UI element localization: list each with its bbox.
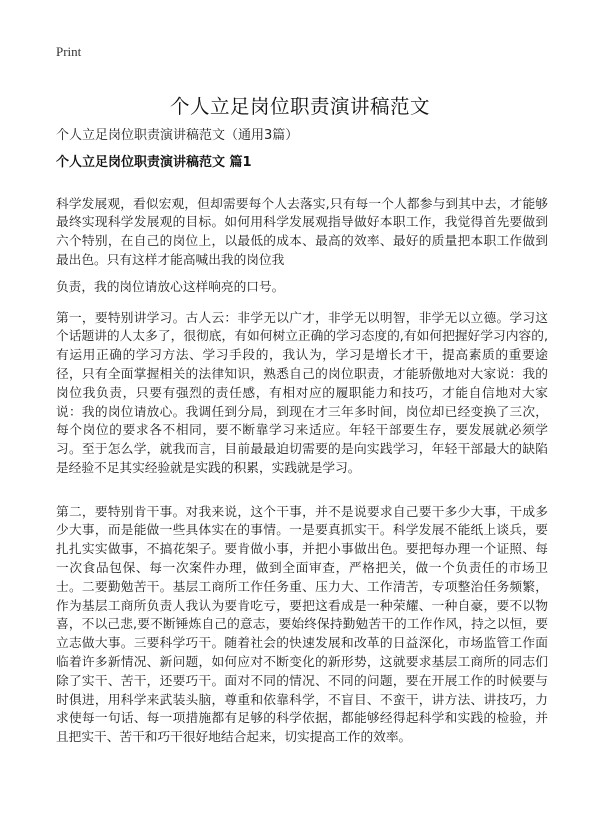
paragraph-3: 第一，要特别讲学习。古人云：非学无以广才，非学无以明智，非学无以立德。学习这个话题讲的人太多了，很彻底，有如何树立正确的学习态度的,有如何把握好学习内容的,有运用正确的学习方法、学习手段的，我认为，学习是增长才干，提高素质的重要途径，只有全面掌握相关的法律知识，熟悉自己的岗位职责，才能骄傲地对大家说：我的岗位我负责，只要有强烈的责任感，有相对应的履职能力和技巧，才能自信地对大家说：我的岗位请放心。我调任到分局，到现在才三年多时间，岗位却已经变换了三次，每个岗位的要求各不相同，要不断靠学习来适应。年轻干部要生存，要发展就必须学习。至于怎么学，就我而言，目前最最迫切需要的是向实践学习，年轻干部最大的缺陷是经验不足其实经验就是实践的积累，实践就是学习。	[56, 309, 548, 476]
paragraph-2: 负责，我的岗位请放心这样响亮的口号。	[56, 278, 285, 294]
document-subtitle: 个人立足岗位职责演讲稿范文（通用3篇）	[56, 128, 299, 143]
print-label[interactable]: Print	[56, 44, 82, 59]
section-heading: 个人立足岗位职责演讲稿范文 篇1	[56, 155, 252, 170]
page-title: 个人立足岗位职责演讲稿范文	[169, 95, 430, 119]
paragraph-1: 科学发展观，看似宏观，但却需要每个人去落实,只有每一个人都参与到其中去，才能够最终实现科学发展观的目标。如何用科学发展观指导做好本职工作，我觉得首先要做到六个特别，在自己的岗位上，以最低的成本、最高的效率、最好的质量把本职工作做到最出色。只有这样才能高喊出我的岗位我	[56, 195, 548, 268]
paragraph-4: 第二，要特别肯干事。对我来说，这个干事，并不是说要求自己要干多少大事，干成多少大事，而是能做一些具体实在的事情。一是要真抓实干。科学发展不能纸上谈兵，要扎扎实实做事，不搞花架子。要肯做小事，并把小事做出色。要把每办理一个证照、每一次食品包保、每一次案件办理，做到全面审查，严格把关，做一个负责任的市场卫士。二要勤勉苦干。基层工商所工作任务重、压力大、工作清苦，专项整治任务频繁，作为基层工商所负责人我认为要肯吃亏，要把这看成是一种荣耀、一种自豪，要不以物喜，不以己悲,要不断锤炼自己的意志，要始终保持勤勉苦干的工作作风，持之以恒，要立志做大事。三要科学巧干。随着社会的快速发展和改革的日益深化，市场监管工作面临着许多新情况、新问题，如何应对不断变化的新形势，这就要求基层工商所的同志们除了实干、苦干，还要巧干。面对不同的情况、不同的问题，要在开展工作的时候要与时俱进，用科学来武装头脑，尊重和依靠科学，不盲目、不蛮干，讲方法、讲技巧，力求使每一句话、每一项措施都有足够的科学依据，都能够经得起科学和实践的检验，并且把实干、苦干和巧干很好地结合起来，切实提高工作的效率。	[56, 503, 548, 745]
